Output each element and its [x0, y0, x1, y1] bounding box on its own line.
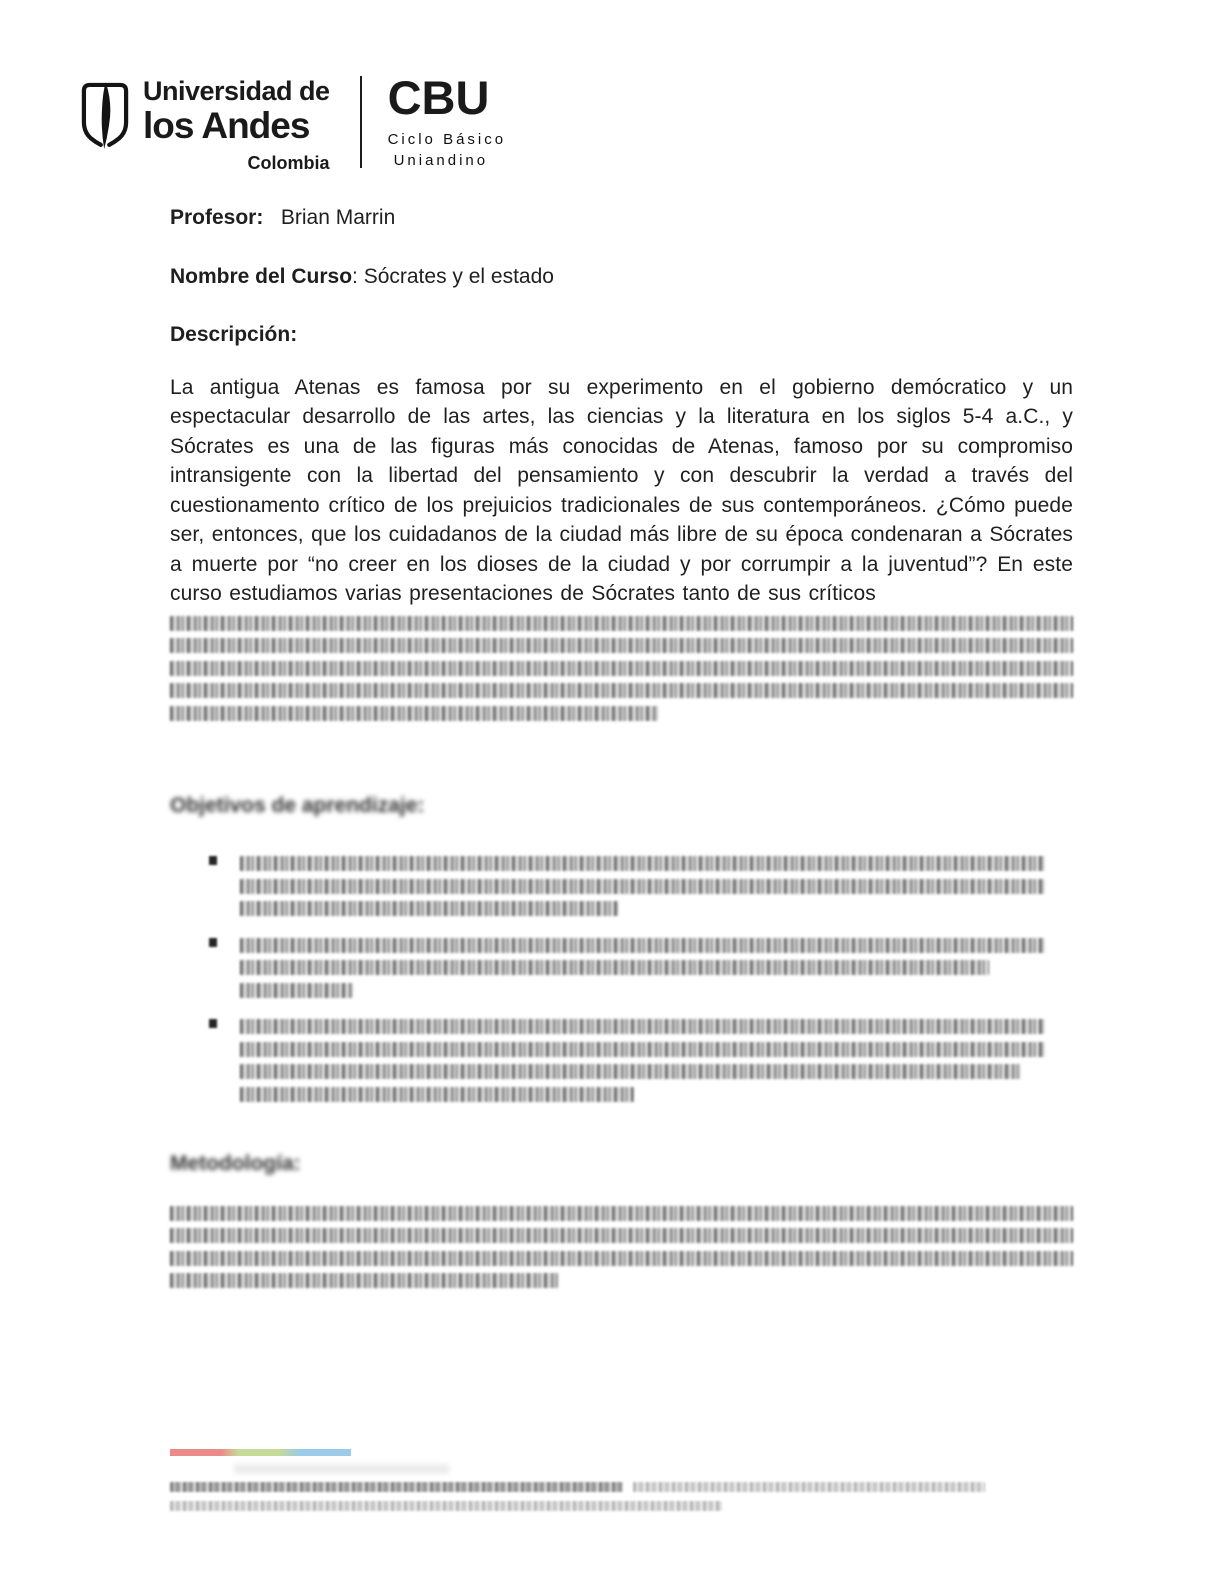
course-name-line [170, 262, 1073, 292]
cbu-subtitle-line1: Ciclo Básico [387, 130, 507, 148]
objectives-heading: Objetivos de aprendizaje: [170, 793, 425, 817]
uniandes-wordmark [143, 78, 330, 174]
list-item [209, 849, 1073, 924]
course-name-label: Nombre del Curso [170, 264, 353, 288]
redacted-text-line [170, 638, 1073, 653]
uniandes-country: Colombia [247, 153, 330, 173]
description-paragraph: La antigua Atenas es famosa por su experimento en el gobierno demócratico y un espectacular desarrollo de las artes, las ciencias y la literatura en los siglos 5-4 a.C., y Sócrates es una de las figuras más conocidas de Atenas, famoso por su compromiso intransigente con la libertad del pensamiento y con descubrir la verdad a través del cuestionamento crítico de los prejuicios tradicionales de sus contemporáneos. ¿Cómo puede ser, entonces, que los cuidadanos de la ciudad más libre de su época condenaran a Sócrates a muerte por “no creer en los dioses de la ciudad y por corrumpir a la juventud”? En este curso estudiamos varias presentaciones de Sócrates tanto de sus críticos [170, 375, 1073, 605]
redacted-text-line [170, 1273, 558, 1288]
methodology-redacted-lines [170, 1206, 1073, 1289]
cbu-subtitle-line2: Uniandino [393, 151, 489, 169]
header-logos [78, 71, 507, 174]
methodology-section [170, 1149, 1073, 1288]
redacted-text-line [170, 706, 658, 721]
redacted-text-line [240, 1042, 1045, 1057]
redacted-text-line [170, 1501, 722, 1511]
bullet-redacted-lines [240, 1012, 1045, 1109]
redacted-text-line [240, 983, 353, 998]
redacted-text-line [240, 1087, 634, 1102]
logo-divider [360, 76, 362, 168]
bullet-icon [209, 856, 217, 865]
redacted-text-line [240, 1064, 1021, 1079]
redacted-text-line [170, 683, 1073, 698]
redacted-text-line [240, 960, 989, 975]
redacted-text-line [170, 1482, 623, 1492]
redacted-text-line [170, 616, 1073, 631]
professor-name: Brian Marrin [280, 206, 396, 229]
objectives-bullet-list [170, 849, 1073, 1109]
bullet-icon [209, 1019, 217, 1028]
methodology-heading: Metodología: [170, 1152, 301, 1175]
footer-fine-print-line-2 [170, 1501, 1075, 1511]
redacted-text-line [170, 1251, 1073, 1266]
uniandes-name-line2: los Andes [143, 105, 310, 146]
list-item [209, 931, 1073, 1006]
description-heading: Descripción: [170, 323, 298, 346]
redacted-text-line [240, 856, 1045, 871]
objectives-section [170, 791, 1073, 1110]
redacted-text-line [170, 1228, 1073, 1243]
footer-accent-bar [170, 1449, 351, 1456]
redacted-text-line [240, 879, 1045, 894]
uniandes-name-line1: Universidad de [143, 76, 330, 106]
document-body [170, 203, 1073, 1296]
cbu-acronym: CBU [387, 71, 490, 124]
list-item [209, 1012, 1073, 1109]
course-name-value: : Sócrates y el estado [352, 264, 554, 288]
professor-label: Profesor: [170, 206, 264, 229]
uniandes-shield-icon [78, 74, 132, 160]
redacted-text-line [240, 1019, 1045, 1034]
redacted-text-line [240, 938, 1045, 953]
redacted-text-line [240, 901, 618, 916]
bullet-redacted-lines [240, 931, 1045, 1006]
footer-fine-print-line-1 [170, 1482, 1075, 1492]
footer-ghost-text [234, 1464, 449, 1474]
redacted-text-line [633, 1482, 986, 1492]
professor-line [170, 203, 1073, 233]
bullet-redacted-lines [240, 849, 1045, 924]
cbu-logo [387, 71, 507, 169]
page-footer [170, 1449, 1075, 1511]
description-redacted-lines [170, 616, 1073, 721]
bullet-icon [209, 938, 217, 947]
redacted-text-line [170, 661, 1073, 676]
redacted-text-line [170, 1206, 1073, 1221]
